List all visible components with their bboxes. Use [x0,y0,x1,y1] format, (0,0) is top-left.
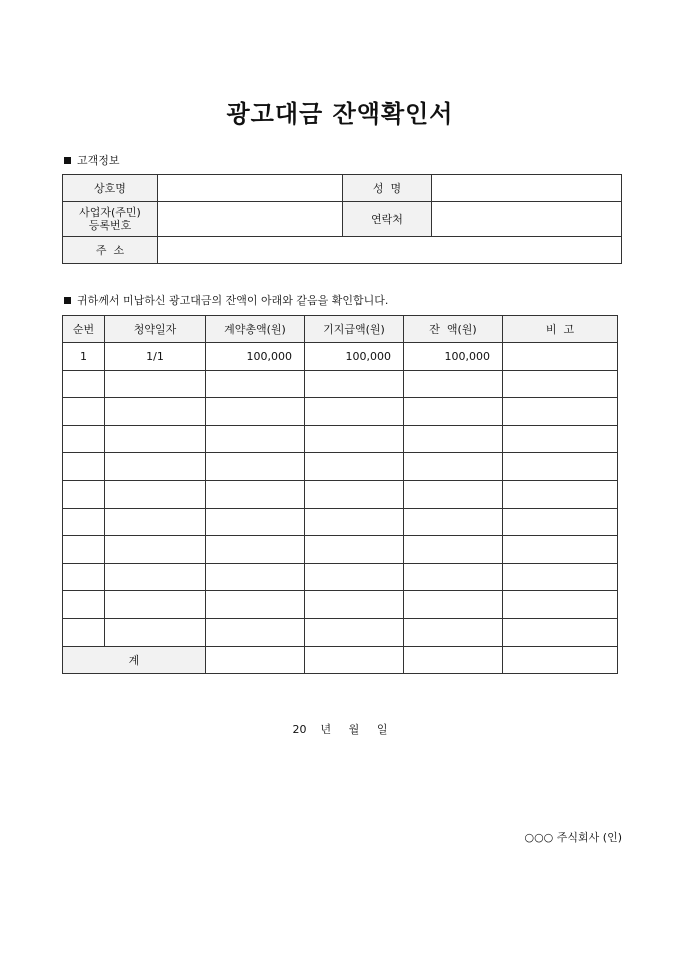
cell-paid-amount[interactable] [305,480,404,508]
date-day-unit: 일 [376,723,388,736]
cell-seq[interactable] [63,563,105,591]
cell-contract-total[interactable] [206,480,305,508]
cell-bill-date[interactable] [105,536,206,564]
registration-number-label [63,202,158,237]
cell-balance[interactable] [404,508,503,536]
cell-seq[interactable] [63,508,105,536]
cell-note[interactable] [503,618,618,646]
cell-contract-total[interactable] [206,536,305,564]
cell-balance[interactable] [404,618,503,646]
table-row [63,425,618,453]
document-title: 광고대금 잔액확인서 [226,100,454,128]
contact-label: 연락처 [343,202,432,237]
cell-bill-date[interactable] [105,398,206,426]
cell-bill-date[interactable] [105,453,206,481]
cell-bill-date[interactable] [105,591,206,619]
cell-paid-amount[interactable] [305,370,404,398]
square-bullet-icon [64,297,71,304]
table-row [63,591,618,619]
signer-line: ○○○ 주식회사 (인) [524,831,622,844]
registration-number-label-line1: 사업자(주민) [79,206,141,219]
customer-section-label-text: 고객정보 [77,154,120,167]
table-row [63,453,618,481]
table-row [63,370,618,398]
total-paid-amount[interactable] [305,646,404,674]
cell-paid-amount[interactable] [305,398,404,426]
cell-note[interactable] [503,425,618,453]
address-field[interactable] [158,237,622,264]
header-seq: 순번 [63,316,105,343]
cell-seq[interactable] [63,370,105,398]
name-label: 성 명 [343,175,432,202]
cell-paid-amount[interactable] [305,536,404,564]
cell-seq[interactable] [63,453,105,481]
cell-note[interactable] [503,370,618,398]
cell-note[interactable] [503,398,618,426]
balance-table [62,315,618,674]
table-row [63,508,618,536]
contact-field[interactable] [432,202,622,237]
cell-bill-date[interactable] [105,563,206,591]
cell-contract-total[interactable] [206,618,305,646]
total-note[interactable] [503,646,618,674]
cell-paid-amount[interactable] [305,563,404,591]
total-balance[interactable] [404,646,503,674]
square-bullet-icon [64,157,71,164]
cell-paid-amount[interactable]: 100,000 [305,343,404,371]
cell-seq[interactable] [63,536,105,564]
cell-bill-date[interactable] [105,425,206,453]
name-field[interactable] [432,175,622,202]
cell-balance[interactable] [404,370,503,398]
cell-contract-total[interactable] [206,591,305,619]
header-contract-total: 계약총액(원) [206,316,305,343]
cell-balance[interactable] [404,480,503,508]
cell-contract-total[interactable] [206,425,305,453]
cell-contract-total[interactable] [206,370,305,398]
total-contract-total[interactable] [206,646,305,674]
cell-seq[interactable] [63,398,105,426]
cell-note[interactable] [503,343,618,371]
cell-balance[interactable] [404,563,503,591]
cell-note[interactable] [503,536,618,564]
date-month-unit: 월 [348,723,360,736]
table-row [63,398,618,426]
cell-seq[interactable] [63,618,105,646]
cell-balance[interactable] [404,591,503,619]
cell-contract-total[interactable] [206,563,305,591]
header-paid-amount: 기지급액(원) [305,316,404,343]
cell-paid-amount[interactable] [305,425,404,453]
cell-note[interactable] [503,591,618,619]
cell-paid-amount[interactable] [305,591,404,619]
cell-paid-amount[interactable] [305,508,404,536]
cell-bill-date[interactable]: 1/1 [105,343,206,371]
table-row [63,618,618,646]
customer-section-label [64,152,120,168]
cell-balance[interactable] [404,398,503,426]
cell-contract-total[interactable]: 100,000 [206,343,305,371]
company-name-label: 상호명 [63,175,158,202]
cell-balance[interactable] [404,425,503,453]
cell-balance[interactable] [404,536,503,564]
date-line [0,721,680,737]
cell-bill-date[interactable] [105,618,206,646]
company-name-field[interactable] [158,175,343,202]
cell-bill-date[interactable] [105,508,206,536]
header-balance: 잔 액(원) [404,316,503,343]
cell-seq[interactable] [63,480,105,508]
cell-seq[interactable]: 1 [63,343,105,371]
cell-paid-amount[interactable] [305,618,404,646]
address-label: 주 소 [63,237,158,264]
total-label: 계 [63,646,206,674]
cell-seq[interactable] [63,591,105,619]
date-year-field: 20 [292,723,307,736]
cell-note[interactable] [503,453,618,481]
table-row [63,343,618,371]
cell-paid-amount[interactable] [305,453,404,481]
cell-seq[interactable] [63,425,105,453]
registration-number-field[interactable] [158,202,343,237]
cell-bill-date[interactable] [105,480,206,508]
cell-contract-total[interactable] [206,508,305,536]
table-row [63,536,618,564]
table-row [63,480,618,508]
total-row [63,646,618,674]
table-row [63,563,618,591]
balance-section-label-text: 귀하께서 미납하신 광고대금의 잔액이 아래와 같음을 확인합니다. [77,294,389,307]
balance-section-label [64,292,388,308]
cell-note[interactable] [503,508,618,536]
cell-contract-total[interactable] [206,398,305,426]
cell-balance[interactable]: 100,000 [404,343,503,371]
cell-balance[interactable] [404,453,503,481]
cell-contract-total[interactable] [206,453,305,481]
cell-note[interactable] [503,563,618,591]
header-bill-date: 청약일자 [105,316,206,343]
date-year-unit: 년 [320,723,332,736]
registration-number-label-line2: 등록번호 [88,219,132,232]
cell-bill-date[interactable] [105,370,206,398]
customer-info-table [62,174,622,264]
cell-note[interactable] [503,480,618,508]
header-note: 비 고 [503,316,618,343]
